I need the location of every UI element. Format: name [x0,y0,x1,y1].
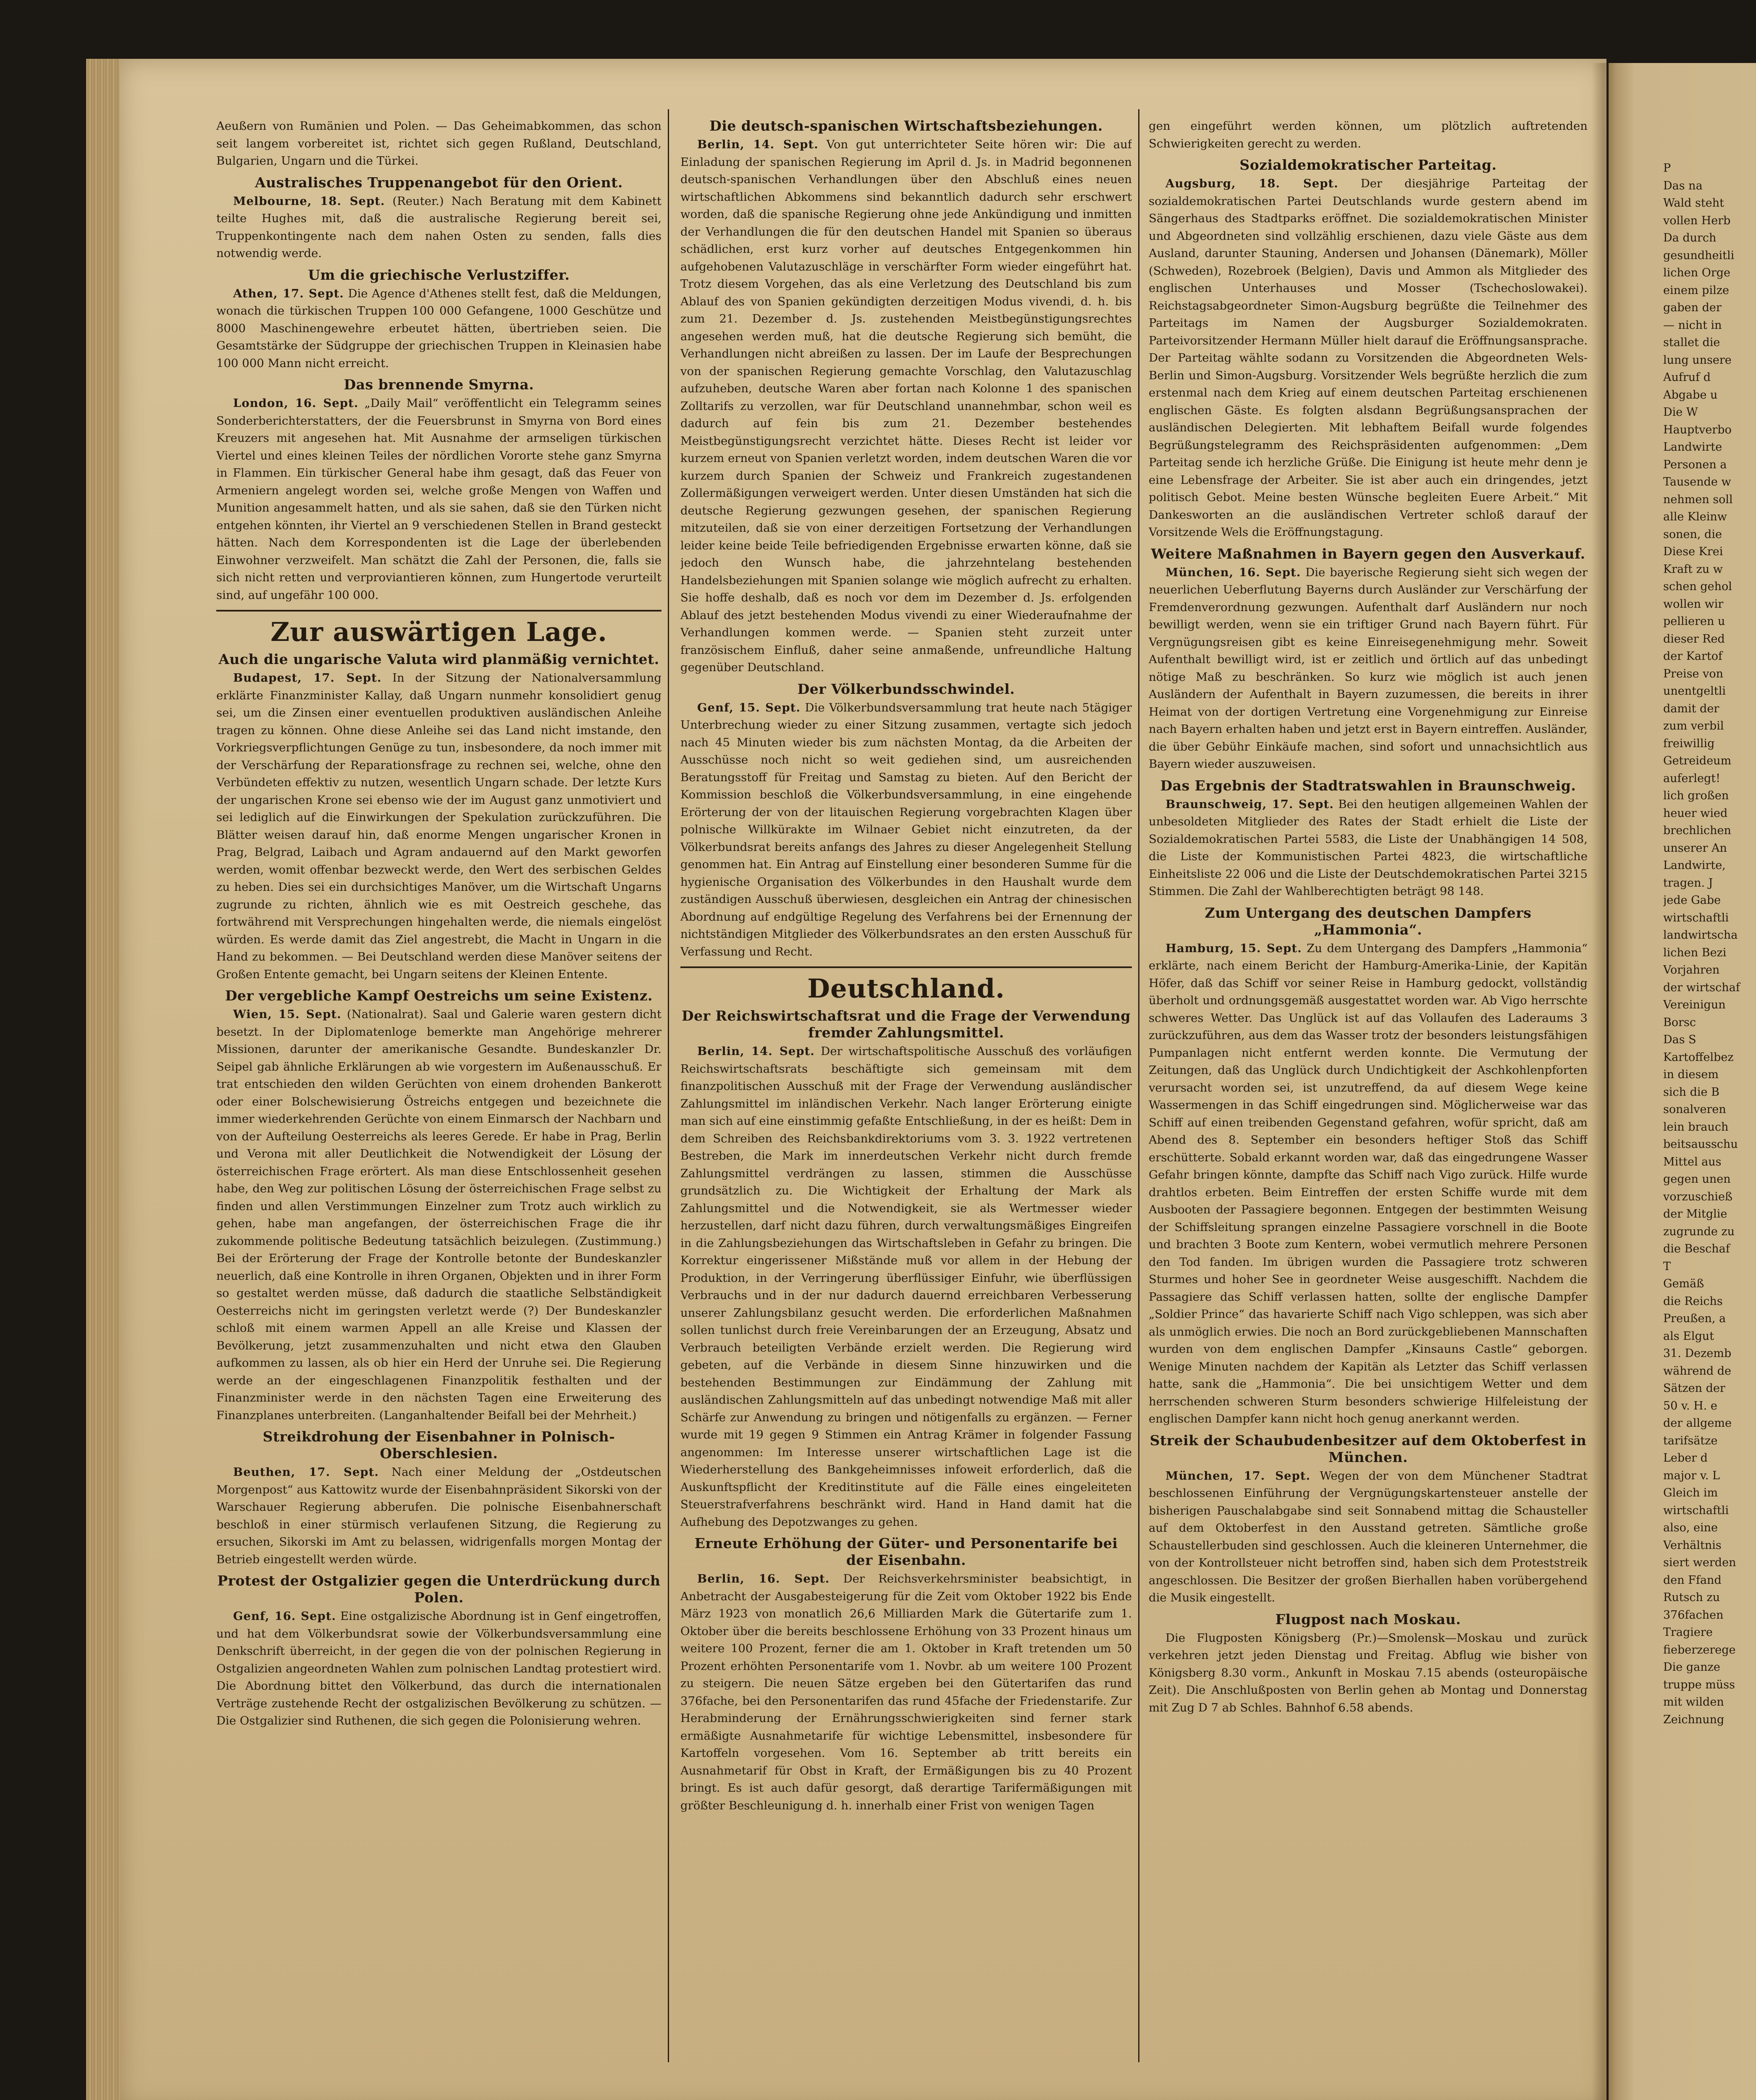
fragment-line: Da durch [1663,231,1717,244]
adjacent-page-fragment [1663,160,1756,1728]
fragment-line: Leber d [1663,1452,1708,1465]
page-edge [86,59,120,2100]
fragment-line: Die W [1663,406,1698,419]
fragment-line: wirtschaftli [1663,911,1729,924]
fragment-line: gesundheitli [1663,249,1735,262]
fragment-line: den Ffand [1663,1573,1722,1587]
fragment-line: Preise von [1663,667,1724,680]
article-heading: Australisches Truppenangebot für den Orient. [255,174,623,191]
fragment-line: Abgabe u [1663,388,1718,402]
column-3 [1149,118,1588,2083]
fragment-line: Diese Krei [1663,545,1723,558]
fragment-line: Vorjahren [1663,963,1720,976]
fragment-line: der Mitglie [1663,1208,1727,1221]
article-text: Berlin, 14. Sept. Von gut unterrichteter Seite hören wir: Die auf Einladung der spanischen Regierung im April d. Js. in Madrid begonnenen deutsch-spanischen Verhandlungen über den Abschluß eines neuen wirtschaftlichen Abkommens sind bekanntlich dadurch sehr erschwert worden, daß die spanische Regierung ohne jede Ankündigung und inmitten der Verhandlungen die für den deutschen Handel mit Spanien so überaus schädlichen, erst kurz vorher auf deutsches Entgegenkommen hin aufgehobenen Valutazuschläge in verschärfter Form wieder eingeführt hat. Trotz diesem Vorgehen, das als eine Verletzung des Deutschland bis zum Ablauf des von Spanien gekündigten derzeitigen Modus vivendi, d. h. bis zum 21. Dezember d. Js. zustehenden Meistbegünstigungsrechtes angesehen werden muß, hat die deutsche Regierung sich bemüht, die Verhandlungen nicht abreißen zu lassen. Der im Laufe der Besprechungen von der spanischen Regierung gemachte Vorschlag, den Valutazuschlag aufzuheben, deutsche Waren aber fortan nach Kolonne 1 des spanischen Zolltarifs zu verzollen, war für Deutschland unannehmbar, schon weil es dadurch auf fein bis zum 21. Dezember bestehendes Meistbegünstigungsrecht verzichtet hätte. Dieses Recht ist leider vor kurzem erneut von Spanien verletzt worden, indem deutschen Waren die vor kurzem durch Spanien der Schweiz und Frankreich zugestandenen Zollermäßigungen verweigert werden. Unter diesen Umständen hat sich die deutsche Regierung gezwungen gesehen, der spanischen Regierung mitzuteilen, daß sie von einer derzeitigen Fortsetzung der Verhandlungen leider keine beide Teile befriedigenden Ergebnisse erwarten könne, daß sie jedoch den Wunsch habe, die jahrzehntelang bestehenden Handelsbeziehungen mit Spanien solange wie möglich aufrecht zu erhalten. Sie hoffe deshalb, daß es noch vor dem im Dezember d. Js. erfolgenden Ablauf des jetzt bestehenden Modus vivendi zu einer Wiederaufnahme der Verhandlungen kommen werde. — Spanien steht zurzeit unter französischem Einfluß, daher seine anmaßende, unfreundliche Haltung gegenüber Deutschland. [680,138,1132,674]
fragment-line: Sätzen der [1663,1382,1725,1395]
fragment-line: alle Kleinw [1663,510,1727,523]
fragment-line: also, eine [1663,1521,1718,1534]
fragment-line: einem pilze [1663,284,1729,297]
fragment-line: Borsc [1663,1016,1696,1029]
fragment-line: unserer An [1663,841,1727,855]
article-text: London, 16. Sept. „Daily Mail“ veröffentlicht ein Telegramm seines Sonderberichterstatters, der die Feuersbrunst in Smyrna von Bord eines Kreuzers mit angesehen hat. Mit Ausnahme der armseligen türkischen Viertel und eines kleinen Teiles der nördlichen Vororte stehe ganz Smyrna in Flammen. Ein türkischer General habe ihm gesagt, daß das Feuer von Armeniern angelegt worden sei, welche große Mengen von Waffen und Munition angesammelt hatten, und als sie sahen, daß sie den Türken nicht entgehen könnten, ihr Viertel an 9 verschiedenen Stellen in Brand gesteckt hätten. Nach dem Korrespondenten ist die Lage der überlebenden Einwohner verzweifelt. Man schätzt die Zahl der Personen, die, falls sie sich nicht retten und verproviantieren können, zum Hungertode verurteilt sind, auf ungefähr 100 000. [216,396,661,602]
fragment-line: Aufruf d [1663,371,1711,384]
article-text: Wien, 15. Sept. (Nationalrat). Saal und Galerie waren gestern dicht besetzt. In der Diplomatenloge bemerkte man Angehörige mehrerer Missionen, darunter der amerikanische Gesandte. Bundeskanzler Dr. Seipel gab ähnliche Erklärungen ab wie vorgestern im Außenausschuß. Er trat entschieden den wilden Gerüchten von einem drohenden Bankerott oder einer Bolschewisierung Östreichs entgegen und bezeichnete die immer wiederkehrenden Gerüchte von einem Einmarsch der Nachbarn und von der Aufteilung Oesterreichs als leeres Gerede. Er habe in Prag, Berlin und Verona mit aller Deutlichkeit die Notwendigkeit der Lösung der österreichischen Frage erörtert. Als man diese Entschlossenheit gesehen habe, den Weg zur politischen Lösung der österreichischen Frage selbst zu finden und allen Verstimmungen Einzelner zum Trotz auch wirklich zu gehen, habe man angefangen, der österreichischen Frage die ihr zukommende politische Bedeutung tatsächlich beizulegen. (Zustimmung.) Bei der Erörterung der Frage der Kontrolle betonte der Bundeskanzler neuerlich, daß eine Kontrolle in ihren Organen, Objekten und in ihrer Form so gestaltet werden müsse, daß dadurch die staatliche Selbständigkeit Oesterreichs nicht im geringsten verletzt werde (?) Der Bundeskanzler schloß mit einem warmen Appell an alle Kreise und Klassen der Bevölkerung, jetzt zusammenzuhalten und nicht etwa den Glauben aufkommen zu lassen, als ob hier ein Herd der Unruhe sei. Die Regierung werde an der eingeschlagenen Finanzpolitik festhalten und der Finanzminister werde in den nächsten Tagen eine Erweiterung des Finanzplanes unterbreiten. (Langanhaltender Beifall bei der Mehrheit.) [216,1008,661,1422]
article-text: Genf, 15. Sept. Die Völkerbundsversammlung trat heute nach 5tägiger Unterbrechung wieder zu einer Sitzung zusammen, vertagte sich jedoch nach 45 Minuten wieder bis zum nächsten Montag, da die Arbeiten der Ausschüsse noch nicht so weit gediehen sind, um ausreichenden Beratungsstoff für Freitag und Samstag zu bieten. Auf den Bericht der Kommission beschloß die Völkerbundsversammlung, in eine eingehende Erörterung der von der litauischen Regierung vorgebrachten Klagen über polnische Willkürakte im Wilnaer Gebiet nicht einzutreten, da der Völkerbundsrat bereits anfangs des Jahres zu dieser Angelegenheit Stellung genommen hat. Ein Antrag auf Einstellung einer besonderen Summe für die hygienische Organisation des Völkerbundes in den Haushalt wurde dem zuständigen Ausschuß überwiesen, desgleichen ein Antrag der chinesischen Abordnung auf endgültige Regelung des Verfahrens bei der Ernennung der nichtständigen Mitglieder des Völkerbundsrates an den ersten Ausschuß für Verfassung und Recht. [680,701,1132,958]
article-heading: Zum Untergang des deutschen Dampfers „Hammonia“. [1205,904,1532,938]
fragment-line: in diesem [1663,1068,1719,1081]
fragment-line: Zeichnung [1663,1713,1725,1726]
fragment-line: siert werden [1663,1556,1736,1569]
fragment-line: freiwillig [1663,737,1715,750]
fragment-line: lein brauch [1663,1120,1729,1134]
fragment-line: beitsausschu [1663,1138,1738,1151]
fragment-line: Kraft zu w [1663,562,1723,576]
fragment-line: nehmen soll [1663,493,1733,506]
fragment-line: als Elgut [1663,1329,1714,1343]
fragment-line: jede Gabe [1663,894,1721,907]
article-heading: Das Ergebnis der Stadtratswahlen in Braunschweig. [1160,777,1576,794]
fragment-line: stallet die [1663,336,1720,349]
article-heading: Der Reichswirtschaftsrat und die Frage der Verwendung fremder Zahlungsmittel. [682,1008,1131,1041]
page-gutter [1592,63,1616,2100]
column-1 [216,118,661,2083]
fragment-line: Tragiere [1663,1626,1713,1639]
article-heading: Der vergebliche Kampf Oestreichs um seine Existenz. [225,987,653,1004]
article-text: gen eingeführt werden können, um plötzlich auftretenden Schwierigkeiten gerecht zu werden. [1149,119,1588,150]
section-rule [680,966,1132,968]
fragment-line: schen gehol [1663,580,1732,593]
fragment-line: major v. L [1663,1469,1720,1482]
fragment-line: Tausende w [1663,475,1731,488]
fragment-line: tragen. J [1663,876,1713,890]
article-heading: Das brennende Smyrna. [344,376,534,393]
fragment-line: — nicht in [1663,318,1722,332]
fragment-line: brechlichen [1663,824,1731,837]
fragment-line: gegen unen [1663,1173,1731,1186]
fragment-line: landwirtscha [1663,929,1738,942]
fragment-line: Vereinigun [1663,998,1726,1011]
fragment-line: wollen wir [1663,597,1724,611]
section-rule [216,610,661,612]
fragment-line: pellieren u [1663,615,1725,628]
article-heading: Streikdrohung der Eisenbahner in Polnisch-Oberschlesien. [262,1428,615,1462]
article-text: Hamburg, 15. Sept. Zu dem Untergang des Dampfers „Hammonia“ erklärte, nach einem Bericht der Hamburg-Amerika-Linie, der Kapitän Höfer, daß das Schiff vor seiner Reise in Hamburg gedockt, vollständig überholt und ordnungsgemäß ausgestattet worden war. Ab Vigo herrschte schweres Wetter. Das Unglück ist auf das Vollaufen des Laderaums 3 zurückzuführen, aus dem das Wasser trotz der besonders leistungsfähigen Pumpanlagen nicht entfernt werden konnte. Die Vermutung der Zeitungen, daß das Unglück durch Undichtigkeit der Aschkohlenpforten verursacht worden sei, ist unzutreffend, da auf diesem Wege keine Wassermengen in das Schiff eingedrungen sind. Möglicherweise war das Schiff auf einen treibenden Gegenstand gefahren, wofür spricht, daß am Abend des 8. September ein besonders heftiger Stoß das Schiff erschütterte. Sobald erkannt worden war, daß das eingedrungene Wasser Gefahr bringen könnte, dampfte das Schiff nach Vigo zurück. Hilfe wurde drahtlos erbeten. Beim Eintreffen der ersten Schiffe wurde mit dem Ausbooten der Passagiere begonnen. Entgegen der bestimmten Weisung der Schiffsleitung sprangen einzelne Passagiere vorschnell in die Boote und brachten 3 Boote zum Kentern, wobei vermutlich mehrere Personen den Tod fanden. Im übrigen wurden die Passagiere trotz schweren Sturmes und hoher See in geordneter Weise ausgeschifft. Nachdem die Passagiere das Schiff verlassen hatten, sollte der englische Dampfer „Soldier Prince“ das havarierte Schiff nach Vigo schleppen, was sich aber als unmöglich erwies. Die noch an Bord zurückgebliebenen Mannschaften wurden von dem englischen Dampfer „Kinsauns Castle“ geborgen. Wenige Minuten nachdem der Kapitän als Letzter das Schiff verlassen hatte, sank die „Hammonia“. Die bei unsichtigem Wetter und dem herrschenden schweren Sturm besonders schwierige Hilfeleistung der englischen Dampfer kann nicht hoch genug anerkannt werden. [1149,941,1588,1425]
fragment-line: zum verbil [1663,719,1724,732]
fragment-line: auferlegt! [1663,772,1720,785]
fragment-line: gaben der [1663,301,1722,314]
fragment-line: Gleich im [1663,1486,1718,1499]
fragment-line: Wald steht [1663,197,1724,210]
fragment-line: tarifsätze [1663,1434,1718,1447]
fragment-line: damit der [1663,702,1719,715]
fragment-line: der wirtschaf [1663,981,1740,994]
fragment-line: vollen Herb [1663,214,1731,227]
article-text: Aeußern von Rumänien und Polen. — Das Geheimabkommen, das schon seit langem vorbereitet ist, richtet sich gegen Rußland, Deutschland, Bulgarien, Ungarn und die Türkei. [216,119,661,168]
fragment-line: sonen, die [1663,528,1722,541]
fragment-line: P [1663,162,1671,175]
column-divider-1 [668,109,669,2062]
fragment-line: unentgeltli [1663,685,1726,698]
article-text: Braunschweig, 17. Sept. Bei den heutigen allgemeinen Wahlen der unbesoldeten Mitglieder des Rates der Stadt erhielt die Liste der Sozialdemokratischen Partei 5583, die Liste der Unabhängigen 14 508, die Liste der Kommunistischen Partei 4823, die wirtschaftliche Einheitsliste 22 006 und die Liste der Deutschdemokratischen Partei 3215 Stimmen. Die Zahl der Wahlberechtigten beträgt 98 148. [1149,797,1588,898]
fragment-line: Die ganze [1663,1661,1720,1674]
fragment-line: truppe müss [1663,1678,1735,1691]
fragment-line: lichen Bezi [1663,946,1727,959]
column-2 [680,118,1132,2092]
article-text: Melbourne, 18. Sept. (Reuter.) Nach Beratung mit dem Kabinett teilte Hughes mit, daß die australische Regierung bereit sei, Truppenkontingente nach dem nahen Osten zu senden, falls dies notwendig werde. [216,194,661,260]
article-heading: Flugpost nach Moskau. [1275,1611,1461,1628]
article-heading: Der Völkerbundsschwindel. [797,680,1015,697]
fragment-line: Das na [1663,179,1703,192]
article-text: Augsburg, 18. Sept. Der diesjährige Parteitag der sozialdemokratischen Partei Deutschlands wurde gestern abend im Sängerhaus des Stadtparks eröffnet. Die sozialdemokratischen Minister und Abgeordneten sind vollzählig erschienen, dazu viele Gäste aus dem Ausland, darunter Stauning, Andersen und Johansen (Dänemark), Möller (Schweden), Rozebroek (Belgien), Davis und Ammon als Mitglieder des englischen Unterhauses und Mosser (Tschechoslowakei). Reichstagsabgeordneter Simon-Augsburg begrüßte die Teilnehmer des Parteitags im Namen der Augsburger Sozialdemokraten. Parteivorsitzender Hermann Müller hielt darauf die Eröffnungsansprache. Der Parteitag wählte sodann zu Vorsitzenden die Abgeordneten Wels-Berlin und Simon-Augsburg. Vorsitzender Wels begrüßte herzlich die zum erstenmal nach dem Krieg auf einem deutschen Parteitag erschienenen englischen Gäste. Es folgten alsdann Begrüßungsansprachen der ausländischen Delegierten. Mit lebhaftem Beifall wurde folgendes Begrüßungstelegramm des Reichspräsidenten aufgenommen: „Dem Parteitag sende ich herzliche Grüße. Die Einigung ist heute mehr denn je eine Lebensfrage der Arbeiter. Sie ist aber auch ein dringendes, jetzt politisch Gebot. Meine besten Wünsche begleiten Euere Arbeit.“ Mit Dankesworten an die ausländischen Vertreter schloß darauf der Vorsitzende Wels die Eröffnungstagung. [1149,177,1588,539]
article-text: Berlin, 16. Sept. Der Reichsverkehrsminister beabsichtigt, in Anbetracht der Ausgabesteigerung für die Zeit vom Oktober 1922 bis Ende März 1923 von monatlich 26,6 Milliarden Mark die Gütertarife zum 1. Oktober über die bereits beschlossene Erhöhung von 33 Prozent hinaus um weitere 100 Prozent, ferner die am 1. Oktober in Kraft tretenden um 50 Prozent erhöhten Personentarife vom 1. Novbr. ab um weitere 100 Prozent zu steigern. Die neuen Sätze ergeben bei den Gütertarifen das rund 376fache, bei den Personentarifen das rund 45fache der Friedenstarife. Zur Herabminderung der Ernährungsschwierigkeiten sind ferner stark ermäßigte Ausnahmetarife für wichtige Lebensmittel, insbesondere für Kartoffeln vorgesehen. Vom 16. September ab tritt bereits ein Ausnahmetarif für Obst in Kraft, der Ermäßigungen bis zu 40 Prozent bringt. Es ist auch dafür gesorgt, daß derartige Tarifermäßigungen mit größter Beschleunigung d. h. innerhalb einer Frist von wenigen Tagen [680,1572,1132,1812]
article-text: Die Flugposten Königsberg (Pr.)—Smolensk—Moskau und zurück verkehren jetzt jeden Dienstag und Freitag. Abflug wie bisher von Königsberg 8.30 vorm., Ankunft in Moskau 7.15 abends (osteuropäische Zeit). Die Anschlußposten von Berlin gehen ab Montag und Donnerstag mit Zug D 7 ab Schles. Bahnhof 6.58 abends. [1149,1631,1588,1714]
article-heading: Protest der Ostgalizier gegen die Unterdrückung durch Polen. [217,1572,661,1606]
article-text: Athen, 17. Sept. Die Agence d'Athenes stellt fest, daß die Meldungen, wonach die türkischen Truppen 100 000 Gefangene, 1000 Geschütze und 8000 Maschinengewehre erbeutet hätten, übertrieben seien. Die Gesamtstärke der Südgruppe der griechischen Truppen in Kleinasien habe 100 000 Mann nicht erreicht. [216,286,661,370]
fragment-line: 376fachen [1663,1608,1724,1622]
article-heading: Auch die ungarische Valuta wird planmäßig vernichtet. [218,651,659,667]
fragment-line: mit wilden [1663,1696,1724,1709]
section-title: Deutschland. [807,973,1005,1004]
fragment-line: Rutsch zu [1663,1591,1720,1604]
fragment-line: der allgeme [1663,1417,1732,1430]
fragment-line: Hauptverbo [1663,423,1732,436]
fragment-line: Landwirte [1663,441,1722,454]
fragment-line: die Reichs [1663,1294,1723,1308]
article-text: Genf, 16. Sept. Eine ostgalizische Abordnung ist in Genf eingetroffen, und hat dem Völkerbundsrat sowie der Völkerbundsversammlung eine Denkschrift überreicht, in der gegen die von der polnischen Regierung in Ostgalizien angeordneten Wahlen zum polnischen Landtag protestiert wird. Die Abordnung bittet den Völkerbund, das durch die internationalen Verträge zustehende Recht der ostgalizischen Bevölkerung zu schützen. — Die Ostgalizier sind Ruthenen, die sich gegen die Polonisierung wehren. [216,1609,661,1727]
fragment-line: heuer wied [1663,806,1728,820]
fragment-line: Verhältnis [1663,1538,1722,1552]
fragment-line: während de [1663,1364,1731,1378]
section-title: Zur auswärtigen Lage. [270,617,607,647]
fragment-line: sonalveren [1663,1103,1726,1116]
fragment-line: der Kartof [1663,650,1723,663]
fragment-line: 50 v. H. e [1663,1399,1717,1412]
fragment-line: lich großen [1663,789,1729,802]
fragment-line: die Beschaf [1663,1242,1730,1255]
article-heading: Streik der Schaubudenbesitzer auf dem Oktoberfest in München. [1150,1432,1587,1465]
fragment-line: Getreideum [1663,754,1732,767]
article-heading: Die deutsch-spanischen Wirtschaftsbeziehungen. [709,118,1103,134]
fragment-line: lichen Orge [1663,266,1731,279]
fragment-line: zugrunde zu [1663,1225,1735,1238]
fragment-line: fieberzerege [1663,1643,1736,1656]
fragment-line: Kartoffelbez [1663,1050,1734,1064]
fragment-line: Personen a [1663,458,1727,471]
article-text: Berlin, 14. Sept. Der wirtschaftspolitische Ausschuß des vorläufigen Reichswirtschaftsrats beschäftigte sich gemeinsam mit dem finanzpolitischen Ausschuß mit der Frage der Verwendung ausländischer Zahlungsmittel im inländischen Verkehr. Nach langer Erörterung einigte man sich auf eine einstimmig gefaßte Entschließung, in der es heißt: Dem in dem Schreiben des Reichsbankdirektoriums vom 3. 3. 1922 vertretenen Bestreben, die Mark im innerdeutschen Verkehr nicht durch fremde Zahlungsmittel verdrängen zu lassen, stimmen die Ausschüsse grundsätzlich zu. Die Wichtigkeit der Erhaltung der Mark als Zahlungsmittel und die Notwendigkeit, sie als Wertmesser wieder herzustellen, darf nicht dazu führen, durch verwaltungsmäßiges Eingreifen in die Zahlungsbeziehungen das Wirtschaftsleben in Gefahr zu bringen. Die Korrektur eingerissener Mißstände muß vor allem in der Hebung der Produktion, in der Verringerung überflüssiger Einfuhr, wie überflüssigen Verbrauchs und in der nur dadurch dauernd erreichbaren Verbesserung unserer Zahlungsbilanz gesucht werden. Die erforderlichen Maßnahmen sollen tunlichst durch freie Vereinbarungen der an Erzeugung, Absatz und Verbrauch beteiligten Verbände erzielt werden. Die Regierung wird gebeten, auf die Verbände in diesem Sinne hinzuwirken und die bestehenden Bestimmungen zur Eindämmung der Zahlung mit ausländischen Zahlungsmitteln auf das unbedingt notwendige Maß mit aller Schärfe zur Anwendung zu bringen und nötigenfalls zu ergänzen. — Ferner wurde mit 19 gegen 9 Stimmen ein Antrag Krämer in folgender Fassung angenommen: Im Interesse unserer wirtschaftlichen Lage ist die Wiederherstellung des Bankgeheimnisses infoweit erforderlich, daß die Auskunftspflicht der Kreditinstitute auf die Fälle eines eingeleiteten Steuerstrafverfahrens beschränkt wird. Hand in Hand damit hat die Aufhebung des Depotzwanges zu gehen. [680,1045,1132,1529]
article-heading: Sozialdemokratischer Parteitag. [1239,157,1497,173]
fragment-line: Das S [1663,1033,1696,1046]
fragment-line: Mittel aus [1663,1155,1722,1168]
article-text: Budapest, 17. Sept. In der Sitzung der Nationalversammlung erklärte Finanzminister Kallay, daß Ungarn nunmehr konsolidiert genug sei, um die Zinsen einer eventuellen produktiven ausländischen Anleihe tragen zu können. Ohne diese Anleihe sei das Land nicht imstande, den Vorkriegsverpflichtungen Genüge zu tun, insbesondere, da noch immer mit der Verschärfung der Reparationsfrage zu rechnen sei, welche, ohne den Verbündeten effektiv zu nutzen, wesentlich Ungarn schade. Der letzte Kurs der ungarischen Krone sei ebenso wie der im August ganz unmotiviert und sei lediglich auf die Einwirkungen der Spekulation zurückzuführen. Die Blätter weisen darauf hin, daß enorme Mengen ungarischer Kronen in Prag, Belgrad, Laibach und Agram andauernd auf den Markt geworfen werden, womit offenbar bezweckt werde, den Wert des serbischen Geldes zu heben. Dies sei ein durchsichtiges Manöver, um die Wirtschaft Ungarns zugrunde zu richten, ähnlich wie es mit Oestreich geschehe, das fortwährend mit Versprechungen hingehalten werde, die niemals eingelöst würden. Es werde damit das Ziel angestrebt, die Macht in Ungarn in die Hand zu bekommen. — Bei Deutschland werden diese Manöver seitens der Großen Entente gemacht, bei Ungarn seitens der Kleinen Entente. [216,671,661,981]
fragment-line: Gemäß [1663,1277,1704,1290]
fragment-line: Preußen, a [1663,1312,1726,1325]
fragment-line: T [1663,1260,1671,1273]
article-heading: Weitere Maßnahmen in Bayern gegen den Ausverkauf. [1151,545,1585,562]
column-divider-2 [1138,109,1139,2062]
article-text: Beuthen, 17. Sept. Nach einer Meldung der „Ostdeutschen Morgenpost“ aus Kattowitz wurde der Eisenbahnpräsident Sikorski von der Warschauer Regierung abberufen. Die polnische Eisenbahnerschaft beschloß in einer stürmisch verlaufenen Sitzung, die Regierung zu ersuchen, Sikorski im Amt zu belassen, widrigenfalls morgen Montag der Betrieb eingestellt werden würde. [216,1465,661,1566]
fragment-line: Landwirte, [1663,859,1726,872]
fragment-line: wirtschaftli [1663,1504,1729,1517]
article-heading: Erneute Erhöhung der Güter- und Personentarife bei der Eisenbahn. [694,1535,1118,1568]
fragment-line: sich die B [1663,1085,1719,1099]
fragment-line: 31. Dezemb [1663,1347,1732,1360]
fragment-line: vorzuschieß [1663,1190,1733,1203]
fragment-line: dieser Red [1663,632,1725,646]
fragment-line: lung unsere [1663,353,1732,367]
article-text: München, 17. Sept. Wegen der von dem Münchener Stadtrat beschlossenen Einführung der Vergnügungskartensteuer anstelle der bisherigen Pauschalabgabe sind seit Sonnabend mittag die Schausteller auf dem Oktoberfest in den Ausstand getreten. Sämtliche große Schaustellerbuden sind geschlossen. Auch die kleineren Unternehmer, die von der Kontrollsteuer nicht betroffen sind, haben sich dem Proteststreik angeschlossen. Die Besitzer der großen Bierhallen haben vorübergehend die Musik eingestellt. [1149,1469,1588,1604]
article-text: München, 16. Sept. Die bayerische Regierung sieht sich wegen der neuerlichen Ueberflutung Bayerns durch Ausländer zur Verschärfung der Fremdenverordnung gezwungen. Aufenthalt darf Ausländern nur noch bewilligt werden, wenn sie ein triftiger Grund nach Bayern führt. Für Vergnügungsreisen gibt es keine Einreisegenehmigung mehr. Soweit Aufenthalt bewilligt wird, ist er zeitlich und örtlich auf das unbedingt nötige Maß zu beschränken. So kurz wie möglich ist auch jenen Ausländern der Aufenthalt in Bayern zuzumessen, die bereits in ihrer Heimat von der dortigen Vertretung eine Vorgenehmigung zur Einreise nach Bayern erhalten haben und jetzt erst in Bayern eintreffen. Ausländer, die über Gebühr Einkäufe machen, sind sofort und unnachsichtlich aus Bayern wieder auszuweisen. [1149,565,1588,771]
article-heading: Um die griechische Verlustziffer. [308,266,570,283]
